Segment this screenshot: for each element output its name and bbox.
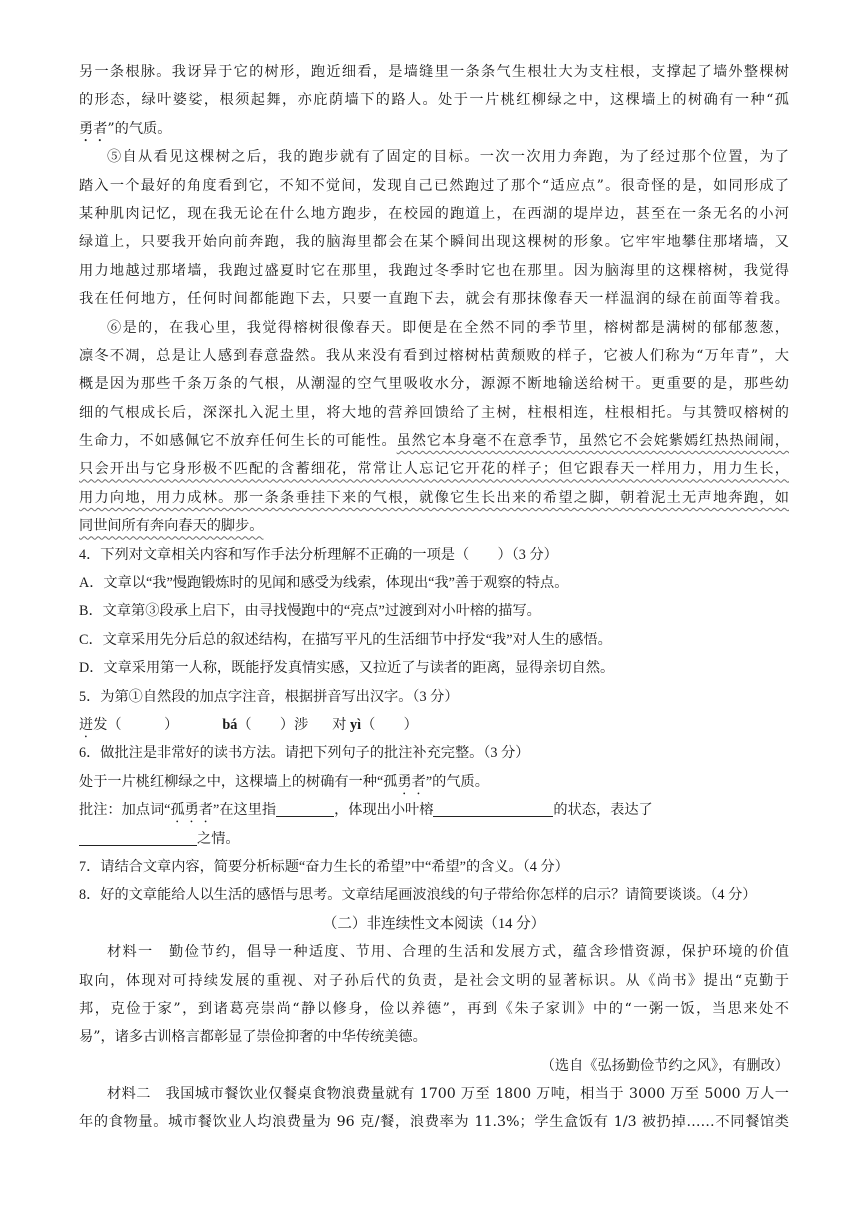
text-line: 年的食物量。城市餐饮业人均浪费量为 96 克/餐，浪费率为 11.3%；学生盒饭有 1/3 被扔掉……不同餐馆类 [79,1114,789,1131]
article-paragraph-6 [79,314,789,541]
text-line: 材料一 勤俭节约，倡导一种适度、节用、合理的生活和发展方式，蕴含珍惜资源，保护环境的价值 [107,944,789,961]
text-line: 细的气根成长后，深深扎入泥土里，将大地的营养回馈给了主树，柱根相连，柱根相托。与其赞叹榕树的 [79,404,789,421]
dotted-word: 勇者 [397,773,426,790]
question-6-annotation [79,796,789,824]
text-fragment: 的状态，表达了 [553,802,653,819]
question-6: 6．做批注是非常好的读书方法。请把下列句子的批注补充完整。（3 分） [79,745,530,762]
answer-blank[interactable] [433,798,553,817]
text-fragment: 批注：加点词“ [79,802,171,819]
text-fragment: ”的气质。 [425,773,489,790]
question-4-option-b: B．文章第③段承上启下，由寻找慢跑中的“亮点”过渡到对小叶榕的描写。 [79,603,541,620]
text-line: ⑤自从看见这棵树之后，我的跑步就有了固定的目标。一次一次用力奔跑，为了经过那个位置，为了 [107,149,789,166]
text-line: 另一条根脉。我讶异于它的树形，跑近细看，是墙缝里一条条气生根壮大为支柱根，支撑起了墙外整棵树 [79,64,789,80]
text-line: 概是因为那些千条万条的气根，从潮湿的空气里吸收水分，源源不断地输送给树干。更重要的是，那些幼 [79,376,789,393]
text-line: 踏入一个最好的角度看到它，不知不觉间，发现自己已然跑过了那个“适应点”。很奇怪的是，如同形成了 [79,177,789,194]
wavy-line [79,484,789,512]
text-line [79,427,789,455]
text-line: 的形态，绿叶婆娑，根须起舞，亦庇荫墙下的路人。处于一片桃红柳绿之中，这棵墙上的树确有一种“孤 [79,92,789,109]
section-2 [79,910,789,1137]
dotted-char: 迸 [79,716,94,733]
text-line: ⑥是的，在我心里，我觉得榕树很像春天。即便是在全然不同的季节里，榕树都是满树的郁郁葱葱， [107,319,789,336]
wavy-underlined-text: 用力向地，用力成林。那一条条垂挂下来的气根，就像它生长出来的希望之脚，朝着泥土无声地奔跑，如 [79,489,789,506]
pinyin: bá [222,716,238,733]
question-4: 4．下列对文章相关内容和写作手法分析理解不正确的一项是（ ）（3 分） [79,546,558,563]
wavy-underlined-text: 只会开出与它身形极不匹配的含蓄细花，常常让人忘记它开花的样子；但它跟春天一样用力，用力生长， [79,461,789,478]
text-line [79,115,789,143]
text-line: 用力地越过那堵墙，我跑过盛夏时它在那里，我跑过冬季时它也在那里。因为脑海里的这棵榕树，我觉得 [79,262,789,279]
text-fragment: 发（ ） [93,716,179,733]
dotted-word: 孤勇者 [170,802,214,819]
answer-blank[interactable] [79,827,197,846]
text-line: 凛冬不凋，总是让人感到春意盎然。我从来没有看到过榕树枯黄颓败的样子，它被人们称为“万年青”，大 [79,347,789,364]
answer-blank[interactable] [276,798,334,817]
pinyin: yì [350,716,362,733]
wavy-underlined-text: 虽然它本身毫不在意季节，虽然它不会姹紫嫣红热热闹闹， [396,433,789,450]
dotted-char: 勇 [79,120,94,137]
article-paragraph-5 [79,143,789,313]
text-fragment: 对 [332,716,351,733]
text-line: 我在任何地方，任何时间都能跑下去，只要一直跑下去，就会有那抹像春天一样温润的绿在前面等着我。 [79,291,789,308]
text-fragment: 生命力，不如感佩它不放弃任何生长的可能性。 [79,433,397,450]
question-6-annotation-end [79,825,789,853]
source-citation: （选自《弘扬勤俭节约之风》，有删改） [540,1057,789,1074]
questions-block [79,541,789,910]
text-fragment: ”在这里指 [213,802,277,819]
wavy-line [79,455,789,483]
question-6-sentence [79,768,789,796]
question-4-option-a: A．文章以“我”慢跑锻炼时的见闻和感受为线索，体现出“我”善于观察的特点。 [79,575,569,592]
question-4-option-d: D．文章采用第一人称，既能抒发真情实感，又拉近了与读者的距离，显得亲切自然。 [79,660,615,677]
wavy-line [79,512,789,540]
question-5-items [79,711,789,739]
exam-page [79,58,789,1137]
text-fragment: 处于一片桃红柳绿之中，这棵墙上的树确有一种“孤 [79,773,398,790]
text-fragment: ”的气质。 [107,120,172,137]
article-paragraph-4-end [79,58,789,143]
text-line: 某种肌肉记忆，现在我无论在什么地方跑步，在校园的跑道上，在西湖的堤岸边，甚至在一条无名的小河 [79,205,789,222]
text-line: 易”，诸多古训格言都彰显了崇俭抑奢的中华传统美德。 [79,1029,427,1046]
wavy-underlined-text: 同世间所有奔向春天的脚步。 [79,518,264,535]
dotted-char: 者 [93,120,108,137]
text-line: 邦，克俭于家”，到诸葛亮崇尚“静以修身，俭以养德”，再到《朱子家训》中的“一粥一饭，当思来处不 [79,1000,789,1017]
text-fragment: （ ） [361,716,418,733]
question-5: 5．为第①自然段的加点字注音，根据拼音写出汉字。（3 分） [79,688,459,705]
text-fragment: 之情。 [197,830,240,847]
text-fragment: ，体现出小叶榕 [334,802,434,819]
section-heading: （二）非连续性文本阅读（14 分） [322,915,546,932]
question-7: 7．请结合文章内容，简要分析标题“奋力生长的希望”中“希望”的含义。（4 分） [79,858,569,875]
text-line: 取向，体现对可持续发展的重视、对子孙后代的负责，是社会文明的显著标识。从《尚书》提出“克勤于 [79,972,789,989]
question-4-option-c: C．文章采用先分后总的叙述结构，在描写平凡的生活细节中抒发“我”对人生的感悟。 [79,631,612,648]
text-line: 绿道上，只要我开始向前奔跑，我的脑海里都会在某个瞬间出现这棵树的形象。它牢牢地攀住那堵墙，又 [79,234,789,251]
text-line: 材料二 我国城市餐饮业仅餐桌食物浪费量就有 1700 万至 1800 万吨，相当于 3000 万至 5000 万人一 [107,1086,789,1103]
question-8: 8．好的文章能给人以生活的感悟与思考。文章结尾画波浪线的句子带给你怎样的启示？请简要谈谈。（4 分） [79,887,757,904]
text-fragment: （ ）涉 [237,716,309,733]
